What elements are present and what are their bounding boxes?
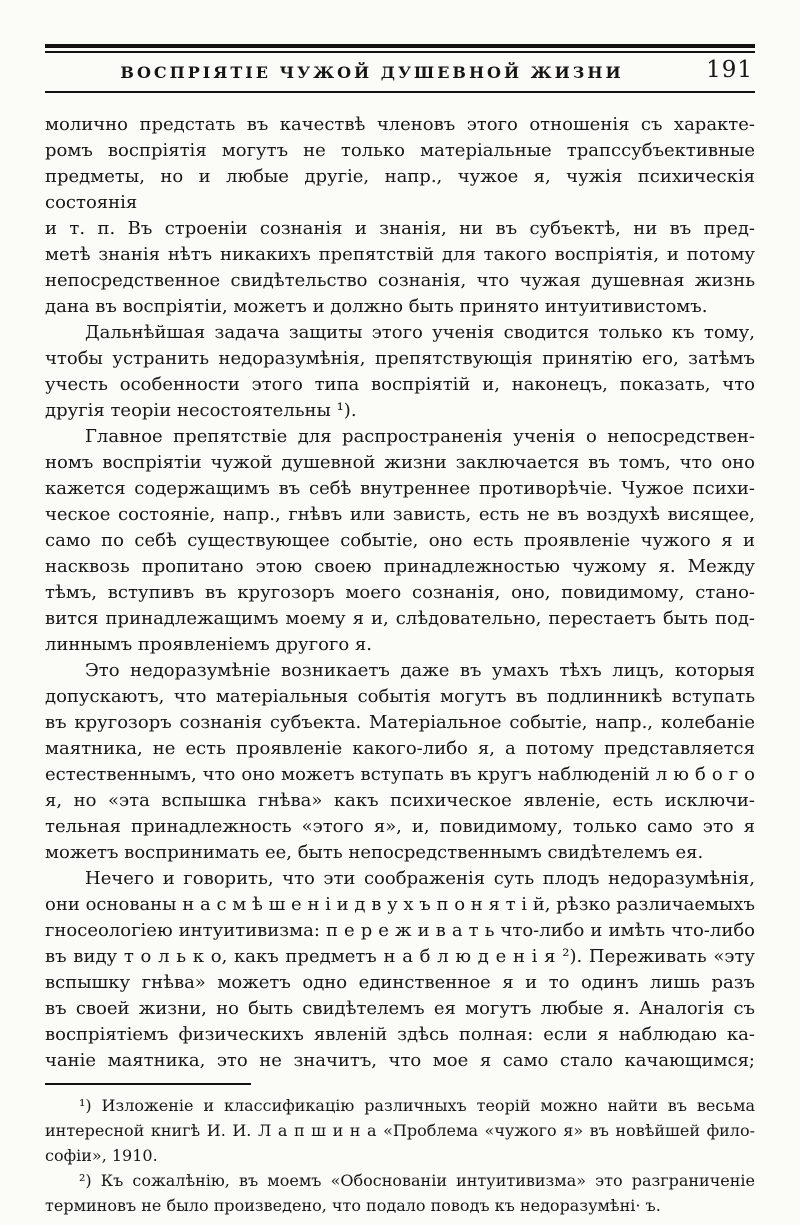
body-line: чтобы устранить недоразумѣнія, препятствующія принятію его, затѣмъ [45, 348, 755, 369]
footnote-line: ²) Къ сожалѣнію, въ моемъ «Обоснованіи интуитивизма» это разграниченіе [79, 1171, 755, 1190]
body-line: Это недоразумѣніе возникаетъ даже въ умахъ тѣхъ лицъ, которыя [85, 660, 755, 681]
body-line: тельная принадлежность «этого я», и, повидимому, только само это я [45, 816, 755, 837]
body-line: тѣмъ, вступивъ въ кругозоръ моего сознанія, оно, повидимому, стано- [45, 582, 755, 603]
body-line: молично предстать въ качествѣ членовъ этого отношенія съ характе- [45, 114, 755, 135]
footnotes [45, 1093, 755, 1218]
body-line: гносеологіею интуитивизма: п е р е ж и в а т ь что-либо и имѣть что-либо [45, 920, 755, 941]
page-header [45, 57, 755, 91]
body-line: можетъ воспринимать ее, быть непосредственнымъ свидѣтелемъ ея. [45, 842, 704, 863]
body-line: въ виду т о л ь к о, какъ предметъ н а б л ю д е н і я ²). Переживать «эту [45, 946, 755, 967]
body-line: насквозь пропитано этою своею принадлежностью чужому я. Между [45, 556, 755, 577]
body-line: Дальнѣйшая задача защиты этого ученія сводится только къ тому, [85, 322, 755, 343]
body-line: Главное препятствіе для распространенія ученія о непосредствен- [85, 426, 755, 447]
body-line: кажется содержащимъ въ себѣ внутреннее противорѣчіе. Чужое психи- [45, 478, 755, 499]
body-line: ромъ воспріятія могутъ не только матеріальные трапссубъективные [45, 140, 755, 161]
body-text [45, 112, 755, 1074]
body-line: предметы, но и любые другіе, напр., чужое я, чужія психическія состоянія [45, 166, 755, 213]
top-double-rule [45, 44, 755, 53]
body-line: дана въ воспріятіи, можетъ и должно быть принято интуитивистомъ. [45, 296, 708, 317]
body-line: воспріятіемъ физическихъ явленій здѣсь полная: если я наблюдаю ка- [45, 1024, 755, 1045]
body-line: линнымъ проявленіемъ другого я. [45, 634, 372, 655]
body-line: маятника, не есть проявленіе какого-либо я, а потому представляется [45, 738, 755, 759]
body-line: другія теоріи несостоятельны ¹). [45, 400, 357, 421]
page-number: 191 [706, 57, 753, 83]
body-line: номъ воспріятіи чужой душевной жизни заключается въ томъ, что оно [45, 452, 755, 473]
body-line: они основаны н а с м ѣ ш е н і и д в у х ъ п о н я т і й, рѣзко различаемыхъ [45, 894, 755, 915]
body-line: естественнымъ, что оно можетъ вступать въ кругъ наблюденій л ю б о г о [45, 764, 755, 785]
body-line: вспышку гнѣва» можетъ одно единственное я и то одинъ лишь разъ [45, 972, 755, 993]
body-line: чаніе маятника, это не значитъ, что мое я само стало качающимся; [45, 1050, 755, 1071]
body-line: я, но «эта вспышка гнѣва» какъ психическое явленіе, есть исключи- [45, 790, 755, 811]
body-line: непосредственное свидѣтельство сознанія, что чужая душевная жизнь [45, 270, 755, 291]
body-line: ческое состояніе, напр., гнѣвъ или зависть, есть не въ воздухѣ висящее, [45, 504, 755, 525]
footnote-line: ¹) Изложеніе и классификацію различныхъ теорій можно найти въ весьма [79, 1096, 755, 1115]
body-line: само по себѣ существующее событіе, оно есть проявленіе чужого я и [45, 530, 755, 551]
body-line: Нечего и говорить, что эти соображенія суть плодъ недоразумѣнія, [85, 868, 755, 889]
running-title: ВОСПРІЯТІЕ ЧУЖОЙ ДУШЕВНОЙ ЖИЗНИ [120, 63, 624, 82]
body-line: и т. п. Въ строеніи сознанія и знанія, ни въ субъектѣ, ни въ пред- [45, 218, 755, 239]
header-rule [45, 91, 755, 93]
body-line: допускаютъ, что матеріальныя событія могутъ въ подлинникѣ вступать [45, 686, 755, 707]
body-line: метѣ знанія нѣтъ никакихъ препятствій для такого воспріятія, и потому [45, 244, 755, 265]
footnote-separator [45, 1083, 251, 1085]
footnote-line: интересной книгѣ И. И. Л а п ш и н а «Проблема «чужого я» въ новѣйшей фило- [45, 1121, 755, 1140]
footnote-line: софіи», 1910. [45, 1146, 158, 1165]
body-line: вится принадлежащимъ моему я и, слѣдовательно, перестаетъ быть под- [45, 608, 755, 629]
body-line: въ своей жизни, но быть свидѣтелемъ ея могутъ любые я. Аналогія съ [45, 998, 755, 1019]
body-line: въ кругозоръ сознанія субъекта. Матеріальное событіе, напр., колебаніе [45, 712, 755, 733]
footnote-line: терминовъ не было произведено, что подало поводъ къ недоразумѣні· ъ. [45, 1196, 661, 1215]
body-line: учесть особенности этого типа воспріятій и, наконецъ, показать, что [45, 374, 755, 395]
